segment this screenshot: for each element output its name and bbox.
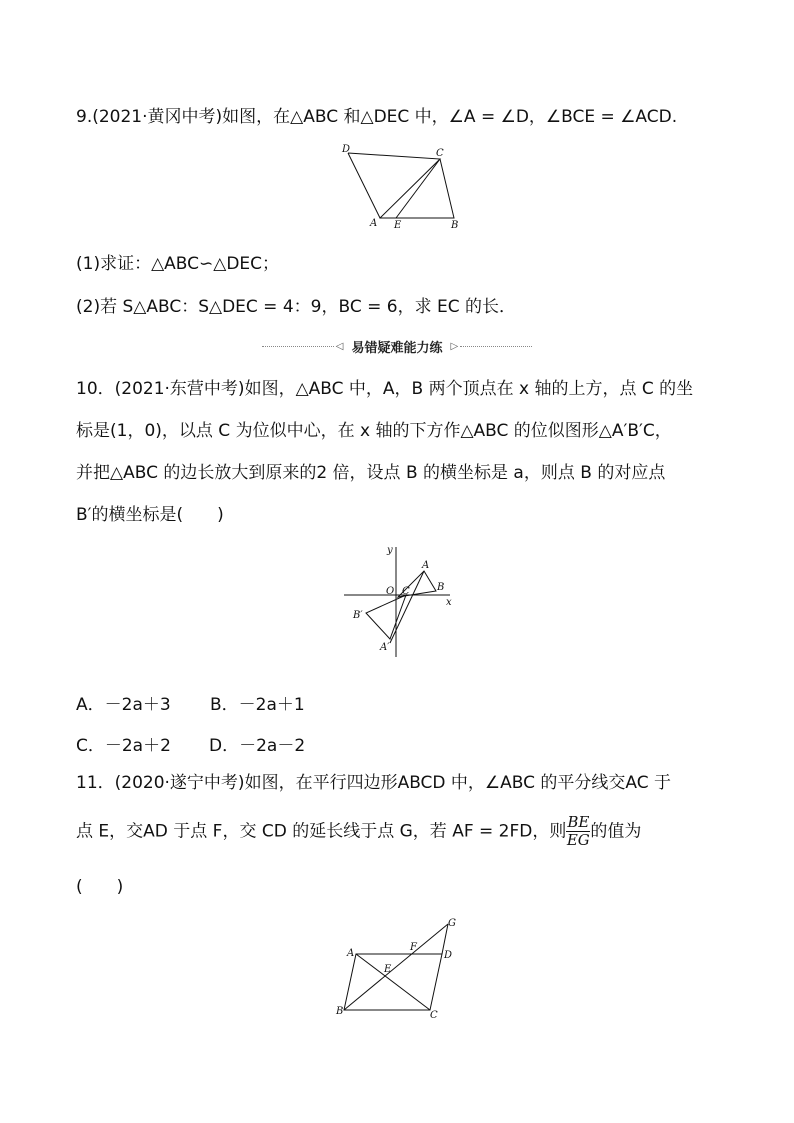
q10-line4: B′的横坐标是( ) xyxy=(76,505,224,525)
q10-label-b-prime: B′ xyxy=(353,610,363,621)
q10-option-d[interactable]: D．－2a－2 xyxy=(209,736,306,756)
q9-label-d: D xyxy=(342,144,351,155)
q11-label-b: B xyxy=(336,1006,344,1017)
divider-label: 易错疑难能力练 xyxy=(351,340,443,356)
q9-part1: (1)求证：△ABC∽△DEC； xyxy=(76,254,280,274)
q10-option-a[interactable]: A．－2a＋3 xyxy=(76,695,171,715)
q10-option-b[interactable]: B．－2a＋1 xyxy=(210,695,305,715)
q10-line3: 并把△ABC 的边长放大到原来的2 倍，设点 B 的横坐标是 a，则点 B 的对应点 xyxy=(76,463,666,483)
q10-label-x: x xyxy=(446,597,452,608)
q10-label-b: B xyxy=(437,582,445,593)
q10-figure xyxy=(338,543,458,661)
q11-fraction-numerator: BE xyxy=(567,813,590,831)
q11-line2 xyxy=(76,814,641,849)
q9-label-a: A xyxy=(370,218,378,229)
q9-label-b: B xyxy=(451,220,459,231)
q11-figure xyxy=(334,912,464,1022)
q11-label-g: G xyxy=(448,918,456,929)
q9-stem: 9.(2021·黄冈中考)如图，在△ABC 和△DEC 中，∠A = ∠D，∠BCE = ∠ACD. xyxy=(76,107,678,127)
q10-label-y: y xyxy=(387,545,393,556)
q9-label-c: C xyxy=(436,148,444,159)
q9-label-e: E xyxy=(394,220,402,231)
q10-line2: 标是(1，0)，以点 C 为位似中心，在 x 轴的下方作△ABC 的位似图形△A′B′C， xyxy=(76,421,672,441)
divider-left-arrow-icon: ◁ xyxy=(335,340,344,352)
q11-label-e: E xyxy=(384,964,392,975)
q9-figure xyxy=(336,140,466,232)
q11-label-c: C xyxy=(430,1010,438,1021)
q10-line1: 10．(2021·东营中考)如图，△ABC 中，A，B 两个顶点在 x 轴的上方，点 C 的坐 xyxy=(76,379,694,399)
q10-label-o: O xyxy=(386,586,395,597)
q11-label-d: D xyxy=(444,950,453,961)
q11-fraction xyxy=(566,814,590,849)
q10-label-c: C xyxy=(402,586,410,597)
q9-part2: (2)若 S△ABC：S△DEC = 4：9，BC = 6，求 EC 的长． xyxy=(76,297,516,317)
q11-line1: 11．(2020·遂宁中考)如图，在平行四边形ABCD 中，∠ABC 的平分线交AC 于 xyxy=(76,773,672,793)
q11-line3: ( ) xyxy=(76,877,124,897)
section-divider xyxy=(262,336,532,356)
q11-label-f: F xyxy=(410,942,417,953)
q10-label-a: A xyxy=(422,560,430,571)
q10-option-c[interactable]: C．－2a＋2 xyxy=(76,736,171,756)
q11-fraction-denominator: EG xyxy=(566,831,590,849)
q11-label-a: A xyxy=(347,948,355,959)
q11-line2-tail: 的值为 xyxy=(590,821,642,842)
q11-line2-text: 点 E，交AD 于点 F，交 CD 的延长线于点 G，若 AF = 2FD，则 xyxy=(76,821,567,842)
divider-right-arrow-icon: ▷ xyxy=(450,340,459,352)
q10-label-a-prime: A′ xyxy=(380,642,390,653)
